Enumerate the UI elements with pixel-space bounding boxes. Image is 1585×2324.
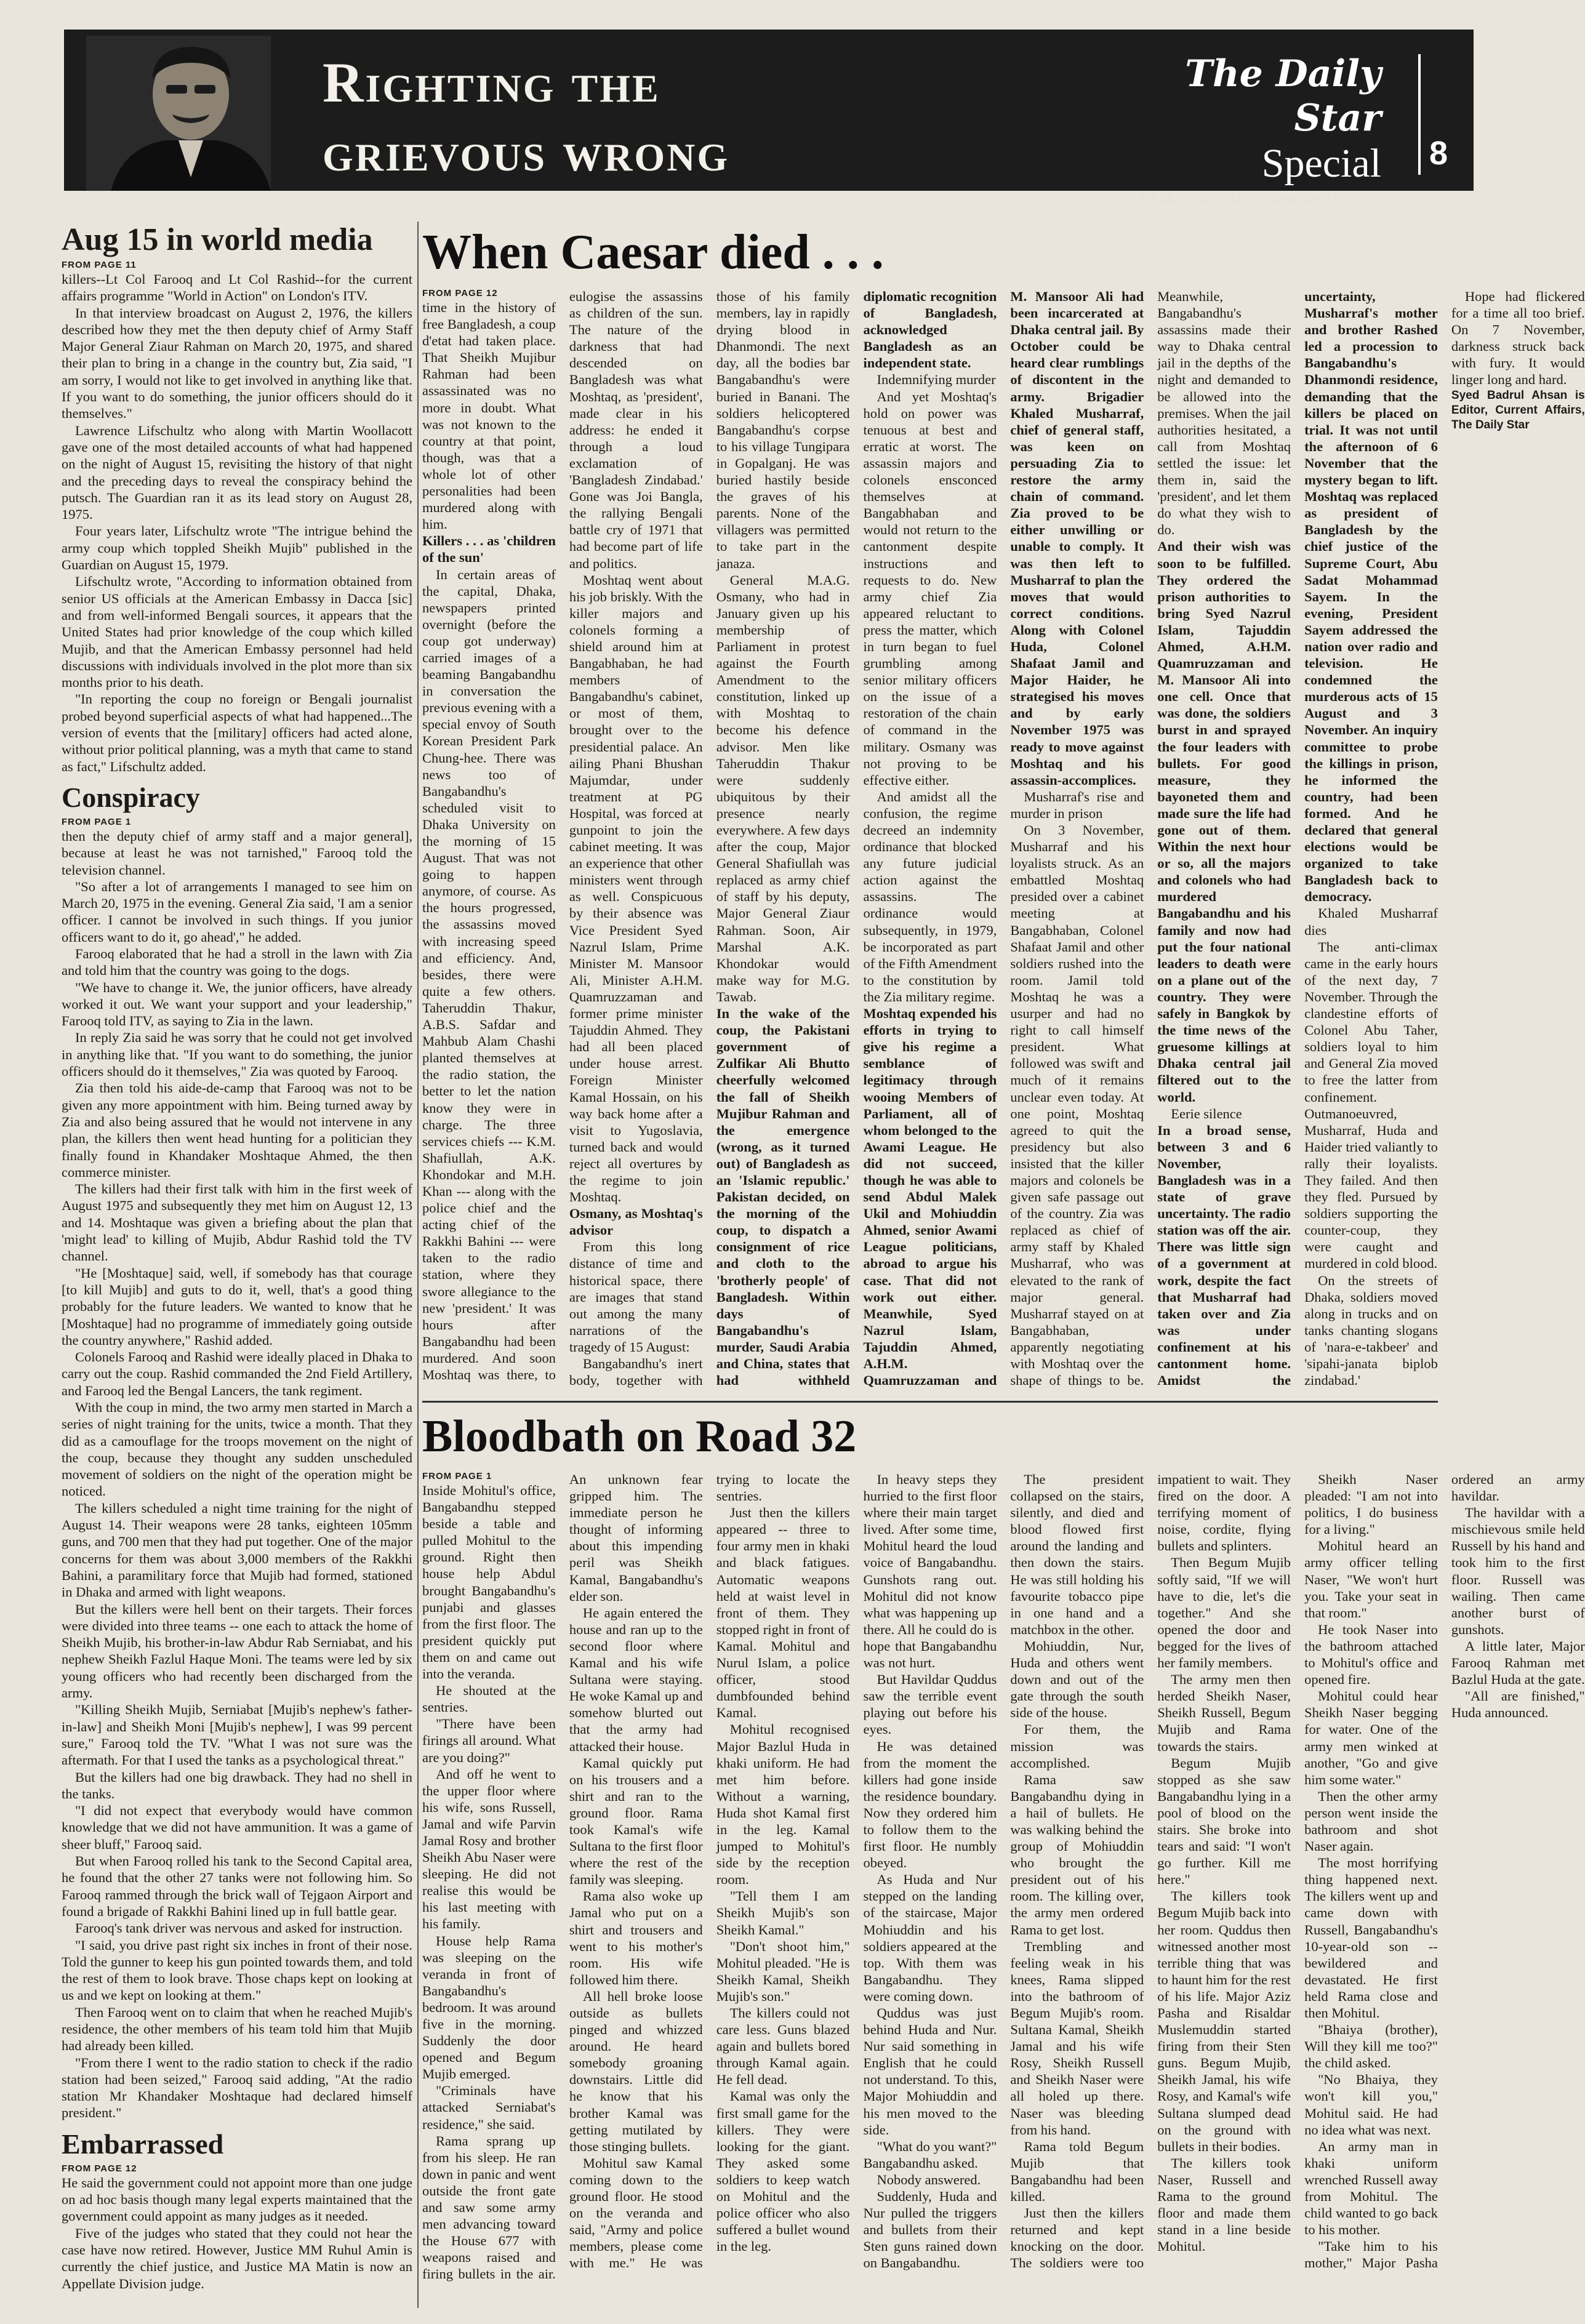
paragraph: "Don't shoot him," Mohitul pleaded. "He is Sheikh Kamal, Sheikh Mujib's son." [716,1938,850,2004]
paragraph: The killers scheduled a night time training for the night of August 14. Their weapons were 28 tanks, eighteen 105mm guns, and 700 men that they had put together. One of the major concerns for them was about 3,000 members of the Rakkhi Bahini, a paramilitary force that Mujib had formed, stationed in Dhaka and armed with light weapons. [62,1500,412,1600]
subhead: Osmany, as Moshtaq's advisor [569,1206,703,1238]
paragraph: Musharraf's rise and murder in prison [1010,788,1144,821]
story-separator [422,1401,1438,1403]
paragraph: Hope had flickered for a time all too brief. On 7 November, darkness struck back with fury. It would linger long and hard. [1451,289,1585,388]
jump-line: FROM PAGE 1 [422,1471,492,1481]
special-label: Special [1261,141,1381,186]
paragraph: In heavy steps they hurried to the first floor where their main target lived. After some time, Mohitul heard the loud voice of Bangabandhu. Gunshots rang out. Mohitul did not know what was happening up there. All he could do is hope that Bangabandhu was not hurt. [863,1472,997,1671]
paragraph: Khaled Musharraf dies [1304,905,1438,938]
paragraph: The anti-climax came in the early hours of the next day, 7 November. Through the clandestine efforts of Colonel Abu Taher, soldiers loyal to him and General Zia moved to free the latter from confinement. Outmanoeuvred, Musharraf, Huda and Haider tried valiantly to rally their loyalists. They failed. And then they fled. Pursued by soldiers supporting the counter-coup, they were caught and murdered in cold blood. [1304,939,1438,1272]
paragraph: "Bhaiya (brother), Will they kill me too?" the child asked. [1304,2022,1438,2071]
paragraph: Farooq's tank driver was nervous and asked for instruction. [75,1920,403,1936]
paragraph: Rama sprang up from his sleep. He ran down in panic and went outside the front gate and saw some army men advancing toward the House 677 with weapons raised and firing bullets in the air. An unknown fear gripped him. The immediate person he thought of informing about this impending peril was Sheikh Kamal, Bangabandhu's elder son. [422,1472,703,2282]
paragraph: Then Farooq went on to claim that when he reached Mujib's residence, the other members of his team told him that Mujib had already been killed. [62,2004,412,2054]
paragraph: "Criminals have attacked Serniabat's residence," she said. [422,2083,556,2132]
paragraph: The havildar with a mischievous smile held Russell by his hand and took him to the first floor. Russell was wailing. Then came another burst of gunshots. [1451,1505,1585,1637]
paragraph: then the deputy chief of army staff and a major general], because at least he was not tarnished," Farooq told the television channel. [62,828,412,878]
paragraph: "Killing Sheikh Mujib, Serniabat [Mujib's nephew's father-in-law] and Sheikh Moni [Mujib's nephew], I was 99 percent sure," Farooq told the TV. "What I was not sure was the aftermath. For that I used the tanks as a psychological threat." [62,1702,412,1768]
paragraph: Four years later, Lifschultz wrote "The intrigue behind the army coup which toppled Sheikh Mujib" published in the Guardian on August 15, 1979. [62,523,412,573]
paragraph: "I did not expect that everybody would have common knowledge that we did not have ammunition. It was a game of sheer bluff," Farooq said. [62,1803,412,1852]
paragraph: For them, the mission was accomplished. [1010,1721,1144,1771]
paragraph: Quddus was just behind Huda and Nur. Nur said something in English that he could not understand. To this, Major Mohiuddin and his men moved to the side. [863,2005,997,2138]
paragraph: He again entered the house and ran up to the second floor where Kamal and his wife Sultana were staying. He woke Kamal up and somehow blurted out that the army had attacked their house. [569,1605,703,1754]
paragraph: time in the history of free Bangladesh, a coup d'etat had taken place. That Sheikh Mujibur Rahman had been assassinated was no more in doubt. What was not known to the country at that point, though, was that a whole lot of other personalities had been murdered along with him. [422,300,556,532]
section-headline-embarrassed: Embarrassed [62,2128,224,2160]
left-headline: Aug 15 in world media [62,222,373,257]
banner-title-line1: Righting the [323,51,660,114]
paragraph: The killers could not care less. Guns blazed again and bullets bored through Kamal again. He fell dead. [716,2005,850,2088]
paper-name: The Daily Star [1185,52,1381,140]
paragraph: On the streets of Dhaka, soldiers moved along in trucks and on tanks chanting slogans of 'nara-e-takbeer' and 'sipahi-janata biplob zindabad.' [1304,1272,1438,1388]
paragraph: Bangabandhu's inert body, together with those of his family members, lay in rapidly drying blood in Dhanmondi. The next day, all the bodies bar Bangabandhu's were buried in Banani. The soldiers helicoptered Bangabandhu's corpse to his village Tungipara in Gopalganj. He was buried hastily beside the graves of his parents. None of the villagers was permitted to take part in the janaza. [569,289,850,1388]
paragraph: Eerie silence [1171,1105,1242,1121]
paragraph: Then Begum Mujib softly said, "If we will have to die, let's die together." And she opened the door and begged for the lives of her family members. [1157,1555,1291,1671]
paragraph: Mohitul heard an army officer telling Naser, "We won't hurt you. Take your seat in that room." [1304,1538,1438,1621]
header-banner [64,30,1474,208]
paragraph: Zia then told his aide-de-camp that Farooq was not to be given any more appointment with him. Being turned away by Zia and also being assured that he would not intervene in any plan, the killers then went head hunting for a politician they finally found in Khandaker Moshtaque Ahmed, the then commerce minister. [62,1080,412,1180]
jump-line: FROM PAGE 12 [422,288,498,299]
portrait-image [86,36,271,191]
left-column [62,222,412,2308]
paragraph: "Take him to his mother," Major Pasha ordered an army havildar. [1304,1472,1585,2271]
paragraph: Moshtaq went about his job briskly. With the killer majors and colonels forming a shield around him at Bangabhaban, he had members of Bangabandhu's cabinet, or most of them, brought over to the presidential palace. An ailing Phani Bhushan Majumdar, under treatment at PG Hospital, was forced at gunpoint to join the cabinet meeting. It was an experience that other ministers went through as well. Conspicuous by their absence was Vice President Syed Nazrul Islam, Prime Minister M. Mansoor Ali, Minister A.H.M. Quamruzzaman and former prime minister Tajuddin Ahmed. They had all been placed under house arrest. Foreign Minister Kamal Hossain, on his way back home after a visit to Yugoslavia, turned back and would reject all overtures by the regime to join Moshtaq. [569,572,703,1205]
paragraph: The most horrifying thing happened next. The killers went up and came down with Russell, Bangabandhu's 10-year-old son -- bewildered and devastated. He first held Rama close and then Mohitul. [1304,1855,1438,2021]
paragraph: Suddenly, Huda and Nur pulled the triggers and bullets from their Sten guns rained down on Bangabandhu. [863,2189,997,2271]
paragraph: Then the other army person went inside the bathroom and shot Naser again. [1304,1788,1438,1854]
paragraph: But the killers were hell bent on their targets. Their forces were divided into three teams -- one each to attack the home of Sheikh Mujib, his brother-in-law Abdur Rab Serniabat, and his nephew Sheikh Fazlul Haque Moni. The teams were led by six young officers who had recently been discharged from the army. [62,1601,412,1701]
paragraph: Rama told Begum Mujib that Bangabandhu had been killed. [1010,2138,1144,2205]
paragraph: Colonels Farooq and Rashid were ideally placed in Dhaka to carry out the coup. Rashid commanded the 2nd Field Artillery, and Farooq led the Bengal Lancers, the tank regiment. [62,1349,412,1398]
story-body-bloodbath [422,1471,1585,2287]
story-body-caesar [422,288,1585,1391]
dateline: Dhaka, Thursday November 19, 2009 [1139,190,1381,208]
paragraph: "Tell them I am Sheikh Mujib's son Sheikh Kamal." [716,1888,850,1937]
paragraph: Kamal was only the first small game for the killers. They were looking for the giant. They asked some soldiers to keep watch on Mohitul and the police officer who also suffered a bullet wound in the leg. [716,2088,850,2254]
subhead: Moshtaq expended his efforts in trying to give his regime a semblance of legitimacy through wooing Members of Parliament, all of whom belonged to the Awami League. He did not succeed, though he was able to send Abdul Malek Ukil and Mohiuddin Ahmed, senior Awami League politicians, abroad to argue his case. That did not work out either. Meanwhile, Syed Nazrul Islam, Tajuddin Ahmed, A.H.M. Quamruzzaman and M. Mansoor Ali had been incarcerated at Dhaka central jail. By October could be heard clear rumblings of discontent in the army. Brigadier Khaled Musharraf, chief of general staff, was keen on persuading Zia to restore the army chain of command. Zia proved to be either unwilling or unable to comply. It was then left to Musharraf to plan the moves that would correct conditions. Along with Colonel Huda, Colonel Shafaat Jamil and Major Haider, he strategised his moves and by early November 1975 was ready to move against Moshtaq and his assassin-accomplices. [863,289,1144,1388]
paragraph: Mohitul saw Kamal coming down to the ground floor. He stood on the veranda and said, "Army and police members, please come with me." He was trying to locate the sentries. [569,1472,850,2271]
paragraph: Nobody answered. [877,2171,981,2187]
paragraph: An army man in khaki uniform wrenched Russell away from Mohitul. The child wanted to go back to his mother. [1304,2138,1438,2238]
paragraph: "All are finished," Huda announced. [1451,1688,1585,1721]
paragraph: Five of the judges who stated that they could not hear the case have now retired. However, Justice MM Ruhul Amin is currently the chief justice, and Justice MA Matin is now an Appellate Division judge. [62,2225,412,2291]
story-headline-caesar: When Caesar died . . . [422,225,884,279]
column-rule [417,222,419,2308]
subhead: In a broad sense, between 3 and 6 November, Bangladesh was in a state of grave uncertainty. The radio station was off the air. There was little sign of a government at work, despite the fact that Musharraf had taken over and Zia was under confinement at his cantonment home. Amidst the uncertainty, Musharraf's mother and brother Rashed led a procession to Bangabandhu's Dhanmondi residence, demanding that the killers be placed on trial. It was not until the afternoon of 6 November that the mystery began to lift. Moshtaq was replaced as president of Bangladesh by the chief justice of the Supreme Court, Abu Sadat Mohammad Sayem. In the evening, President Sayem addressed the nation over radio and television. He condemned the murderous acts of 15 August and 3 November. An inquiry committee to probe the killings in prison, he informed the country, had been formed. And he declared that general elections would be organized to take Bangladesh back to democracy. [1157,289,1438,1388]
paragraph: Just then the killers returned and kept knocking on the door. The soldiers were too impatient to wait. They fired on the door. A terrifying moment of noise, cordite, flying bullets and splinters. [1010,1472,1291,2271]
paragraph: But when Farooq rolled his tank to the Second Capital area, he found that the other 27 tanks were not following him. So Farooq rammed through the brick wall of Tejgaon Airport and found a brigade of Rakkhi Bahini lined up in full battle gear. [62,1853,412,1919]
jump-line: FROM PAGE 12 [62,2163,137,2174]
paragraph: "From there I went to the radio station to check if the radio station had been seized," Farooq said adding, "At the radio station Mr Khandaker Moshtaque had declared himself president." [62,2054,412,2121]
paragraph: But the killers had one big drawback. They had no shell in the tanks. [62,1769,412,1801]
paragraph: Sheikh Naser pleaded: "I am not into politics, I do business for a living." [1304,1472,1438,1537]
left-article-body [62,271,412,775]
paragraph: The killers took Naser, Russell and Rama to the ground floor and made them stand in a line beside Mohitul. [1157,2155,1291,2254]
paragraph: He said the government could not appoint more than one judge on ad hoc basis though many legal experts maintained that the government could appoint as many judges as it needed. [62,2174,412,2224]
paragraph: "What do you want?" Bangabandhu asked. [863,2138,997,2171]
paragraph: Mohiuddin, Nur, Huda and others went down and out of the gate through the south side of the house. [1010,1638,1144,1721]
paragraph: He shouted at the sentries. [422,1683,556,1715]
paragraph: And yet Moshtaq's hold on power was tenuous at best and erratic at worst. The assassin majors and colonels ensconced themselves at Bangabhaban and would not return to the cantonment despite instructions and requests to do. New army chief Zia appeared reluctant to press the matter, which in turn began to fuel grumbling among senior military officers on the issue of a restoration of the chain of command in the military. Osmany was not proving to be effective either. [863,388,997,788]
paragraph: Indemnifying murder [877,372,996,388]
banner-title-line2: grievous wrong [323,120,730,183]
jump-line: FROM PAGE 1 [62,816,132,827]
paragraph: A little later, Major Farooq Rahman met Bazlul Huda at the gate. [1451,1638,1585,1688]
jump-line: FROM PAGE 11 [62,260,137,270]
paragraph: Lifschultz wrote, "According to information obtained from senior US officials at the American Embassy in Dacca [sic] and from well-informed Bengali sources, it appears that the United States had prior knowledge of the coup which killed Mujib, and that the American Embassy personnel had held discussions with individuals involved in the plot more than six months prior to his death. [62,574,412,691]
paragraph: Rama also woke up Jamal who put on a shirt and trousers and went to his mother's room. His wife followed him there. [569,1888,703,1987]
paragraph: "So after a lot of arrangements I managed to see him on March 20, 1975 in the evening. General Zia said, 'I am a senior officer. I cannot be involved in such things. If you junior officers want to do it, go ahead'," he added. [62,878,412,945]
paragraph: The killers took Begum Mujib back into her room. Quddus then witnessed another most terrible thing that was to haunt him for the rest of his life. Major Aziz Pasha and Risaldar Muslemuddin started firing from their Sten guns. Begum Mujib, Sheikh Jamal, his wife Rosy, and Kamal's wife Sultana slumped dead on the ground with bullets in their bodies. [1157,1888,1291,2154]
byline: Syed Badrul Ahsan is Editor, Current Affairs, The Daily Star [1451,388,1585,431]
paragraph: "In reporting the coup no foreign or Bengali journalist probed beyond superficial aspects of what had happened...The version of events that the [military] officers had acted alone, without prior political planning, was a myth that came to stand as fact," Lifschultz added. [62,691,412,774]
paragraph: House help Rama was sleeping on the veranda in front of Bangabandhu's bedroom. It was around five in the morning. Suddenly the door opened and Begum Mujib emerged. [422,1933,556,2082]
paragraph: General M.A.G. Osmany, who had in January given up his membership of Parliament in protest against the Fourth Amendment to the constitution, linked up with Moshtaq to become his defence advisor. Men like Taheruddin Thakur were suddenly ubiquitous by their presence nearly everywhere. A few days after the coup, Major General Shafiullah was replaced as army chief of staff by his deputy, Major General Ziaur Rahman. Soon, Air Marshal A.K. Khondokar would make way for M.G. Tawab. [716,572,850,1004]
paragraph: Lawrence Lifschultz who along with Martin Woollacott gave one of the most detailed accounts of what had happened on the night of August 15, revisiting the history of that night and the preceding days to reveal the conspiracy behind the putsch. The Guardian ran it as its lead story on August 28, 1975. [62,422,412,523]
paragraph: And amidst all the confusion, the regime decreed an indemnity ordinance that blocked any future judicial action against the assassins. The ordinance would subsequently, in 1979, be incorporated as part of the Fifth Amendment to the constitution by the Zia military regime. [863,788,997,1004]
paragraph: The army men then herded Sheikh Naser, Sheikh Russell, Begum Mujib and Rama towards the stairs. [1157,1672,1291,1754]
paragraph: All hell broke loose outside as bullets pinged and whizzed around. He heard somebody groaning downstairs. Little did he know that his brother Kamal was getting mutilated by those stinging bullets. [569,1988,703,2154]
embarrassed-body [62,2174,412,2292]
paragraph: Trembling and feeling weak in his knees, Rama slipped into the bathroom of Begum Mujib's room. Sultana Kamal, Sheikh Jamal and his wife Rosy, Sheikh Russell and Sheikh Naser were all holed up there. Naser was bleeding from his hand. [1010,1938,1144,2138]
paragraph: The president collapsed on the stairs, silently, and died and blood flowed first around the landing and then down the stairs. He was still holding his favourite tobacco pipe in one hand and a matchbox in the other. [1010,1472,1144,1637]
paragraph: killers--Lt Col Farooq and Lt Col Rashid--for the current affairs programme "World in Action" on London's ITV. [62,271,412,304]
paragraph: In certain areas of the capital, Dhaka, newspapers printed overnight (before the coup got underway) carried images of a beaming Bangabandhu in conversation the previous evening with a special envoy of South Korean President Park Chung-hee. There was news too of Bangabandhu's scheduled visit to Dhaka University on the morning of 15 August. That was not going to happen anymore, of course. As the hours progressed, the assassins moved with increasing speed and efficiency. And, besides, there were quite a few others. Taheruddin Thakur, A.B.S. Safdar and Mahbub Alam Chashi planted themselves at the radio station, the better to let the nation know they were in charge. The three services chiefs --- K.M. Shafiullah, A.K. Khondokar and M.H. Khan --- along with the police chief and the acting chief of the Rakkhi Bahini --- were taken to the radio station, where they swore allegiance to the new 'president.' It was hours after Bangabandhu had been murdered. And soon Moshtaq was there, to eulogise the assassins as children of the sun. The nature of the darkness that had descended on Bangladesh was what Moshtaq, as 'president', made clear in his address: he ended it through a loud exclamation of 'Bangladesh Zindabad.' Gone was Joi Bangla, the rallying Bengali battle cry of 1971 that had become part of life and politics. [422,289,703,1382]
paragraph: Kamal quickly put on his trousers and a shirt and ran to the ground floor. Rama took Kamal's wife Sultana to the first floor where the rest of the family was sleeping. [569,1755,703,1888]
paragraph: In that interview broadcast on August 2, 1976, the killers described how they met the then deputy chief of Army Staff Major General Ziaur Rahman on March 20, 1975, and shared their plan to bring in a change in the country but, Zia said, "I am sorry, I would not like to get involved in anything like that. If you want to do something, the junior officers should do it themselves." [62,305,412,422]
subhead: Killers . . . as 'children of the sun' [422,533,556,566]
paragraph: Rama saw Bangabandhu dying in a hail of bullets. He was walking behind the group of Mohiuddin who brought the president out of his room. The killing over, the army men ordered Rama to get lost. [1010,1771,1144,1937]
paragraph: "I said, you drive past right six inches in front of their nose. Told the gunner to keep his gun pointed towards them, and told the rest of them to look brave. Those chaps kept on looking at us and we kept on looking at them." [62,1937,412,2003]
section-headline-conspiracy: Conspiracy [62,781,200,813]
paragraph: In reply Zia said he was sorry that he could not get involved in anything like that. "If you want to do something, the junior officers should do it themselves," Zia was quoted by Farooq. [62,1030,412,1080]
paragraph: Mohitul recognised Major Bazlul Huda in khaki uniform. He had met him before. Without a warning, Huda shot Kamal first in the leg. Kamal jumped to Mohitul's side by the reception room. [716,1721,850,1888]
paragraph: He was detained from the moment the killers had gone inside the residence boundary. Now they ordered him to follow them to the first floor. He numbly obeyed. [863,1738,997,1871]
paragraph: "We have to change it. We, the junior officers, have already worked it out. We want your support and your leadership," Farooq told ITV, as saying to Zia in the lawn. [62,979,412,1029]
paragraph: "He [Moshtaque] said, well, if somebody has that courage [to kill Mujib] and guts to do it, well, that's a good thing probably for the future leaders. We wanted to know that he [Moshtaque] had no programme of immediately going outside the country anywhere," Rashid added. [62,1265,412,1348]
page-divider [1418,54,1421,175]
paragraph: He took Naser into the bathroom attached to Mohitul's office and opened fire. [1304,1621,1438,1688]
paragraph: The killers had their first talk with him in the first week of August 1975 and subsequently they met him on August 12, 13 and 14. Moshtaque was given a briefing about the plan that 'might lead' to killing of Mujib, Abdur Rashid told the TV channel. [62,1181,412,1264]
paragraph: "There have been firings all around. What are you doing?" [422,1716,556,1765]
paragraph: As Huda and Nur stepped on the landing of the staircase, Major Mohiuddin and his soldiers appeared at the top. With them was Bangabandhu. They were coming down. [863,1872,997,2004]
paragraph: From this long distance of time and historical space, there are images that stand out among the many narrations of the tragedy of 15 August: [569,1239,703,1355]
masthead [1110,52,1381,212]
paragraph: With the coup in mind, the two army men started in March a series of night training for the units, twice a month. That they did as a camouflage for the troops movement on the night of the coup, because they thought any sudden unscheduled movement of soldiers on the night of the operation might be noticed. [62,1400,412,1499]
page-number: 8 [1429,135,1448,172]
story-headline-bloodbath: Bloodbath on Road 32 [422,1411,857,1462]
paragraph: On 3 November, Musharraf and his loyalists struck. As an embattled Moshtaq presided over a cabinet meeting at Bangabhaban, Colonel Shafaat Jamil and other soldiers rushed into the room. Jamil told Moshtaq he was a usurper and had no right to call himself president. What followed was swift and much of it remains unclear even today. At one point, Moshtaq agreed to quit the presidency but also insisted that the killer majors and colonels be given safe passage out of the country. Zia was replaced as chief of army staff by Khaled Musharraf, who was elevated to the rank of major general. Musharraf stayed on at Bangabhaban, apparently negotiating with Moshtaq over the shape of things to be. Meanwhile, Bangabandhu's assassins made their way to Dhaka central jail in the depths of the night and demanded to be allowed into the premises. When the jail authorities hesitated, a call from Moshtaq settled the issue: let them in, said the 'president', and let them do what they wish to do. [1010,289,1291,1388]
story-paragraphs [422,288,1585,1391]
paragraph: Just then the killers appeared -- three to four army men in khaki and black fatigues. Automatic weapons held at waist level in front of them. They stopped right in front of Kamal. Mohitul and Nurul Islam, a police officer, stood dumbfounded behind Kamal. [716,1505,850,1721]
paragraph: And off he went to the upper floor where his wife, sons Russell, Jamal and wife Parvin Jamal Rosy and brother Sheikh Abu Naser were sleeping. He did not realise this would be his last meeting with his family. [422,1766,556,1932]
story-paragraphs [422,1471,1585,2287]
paragraph: Mohitul could hear Sheikh Naser begging for water. One of the army men winked at another, "Go and give him some water." [1304,1688,1438,1787]
paragraph: Inside Mohitul's office, Bangabandhu stepped beside a table and pulled Mohitul to the ground. Right then house help Abdul brought Bangabandhu's punjabi and glasses from the first floor. The president quickly put them on and came out into the veranda. [422,1483,556,1682]
banner-title [323,48,729,186]
paragraph: But Havildar Quddus saw the terrible event playing out before his eyes. [863,1672,997,1737]
paragraph: Farooq elaborated that he had a stroll in the lawn with Zia and told him that the country was going to the dogs. [62,945,412,979]
paragraph: Begum Mujib stopped as she saw Bangabandhu lying in a pool of blood on the stairs. She broke into tears and said: "I won't go further. Kill me here." [1157,1755,1291,1888]
conspiracy-body [62,828,412,2122]
subhead: And their wish was soon to be fulfilled. They ordered the prison authorities to bring Syed Nazrul Islam, Tajuddin Ahmed, A.H.M. Quamruzzaman and M. Mansoor Ali into one cell. Once that was done, the soldiers burst in and sprayed the four leaders with bullets. For good measure, they bayoneted them and made sure the life had gone out of them. Within the next hour or so, all the majors and colonels who had murdered Bangabandhu and his family and now had put the four national leaders to death were on a plane out of the country. They were safely in Bangkok by the time news of the gruesome killings at Dhaka central jail filtered out to the world. [1157,539,1291,1105]
subhead: In the wake of the coup, the Pakistani government of Zulfikar Ali Bhutto cheerfully welcomed the fall of Sheikh Mujibur Rahman and the emergence (wrong, as it turned out) of Bangladesh as an 'Islamic republic.' Pakistan decided, on the morning of the coup, to dispatch a consignment of rice and cloth to the 'brotherly people' of Bangladesh. Within days of Bangabandhu's murder, Saudi Arabia and China, states that had withheld diplomatic recognition of Bangladesh, acknowledged Bangladesh as an independent state. [716,289,997,1388]
paragraph: "No Bhaiya, they won't kill you," Mohitul said. He had no idea what was next. [1304,2072,1438,2138]
